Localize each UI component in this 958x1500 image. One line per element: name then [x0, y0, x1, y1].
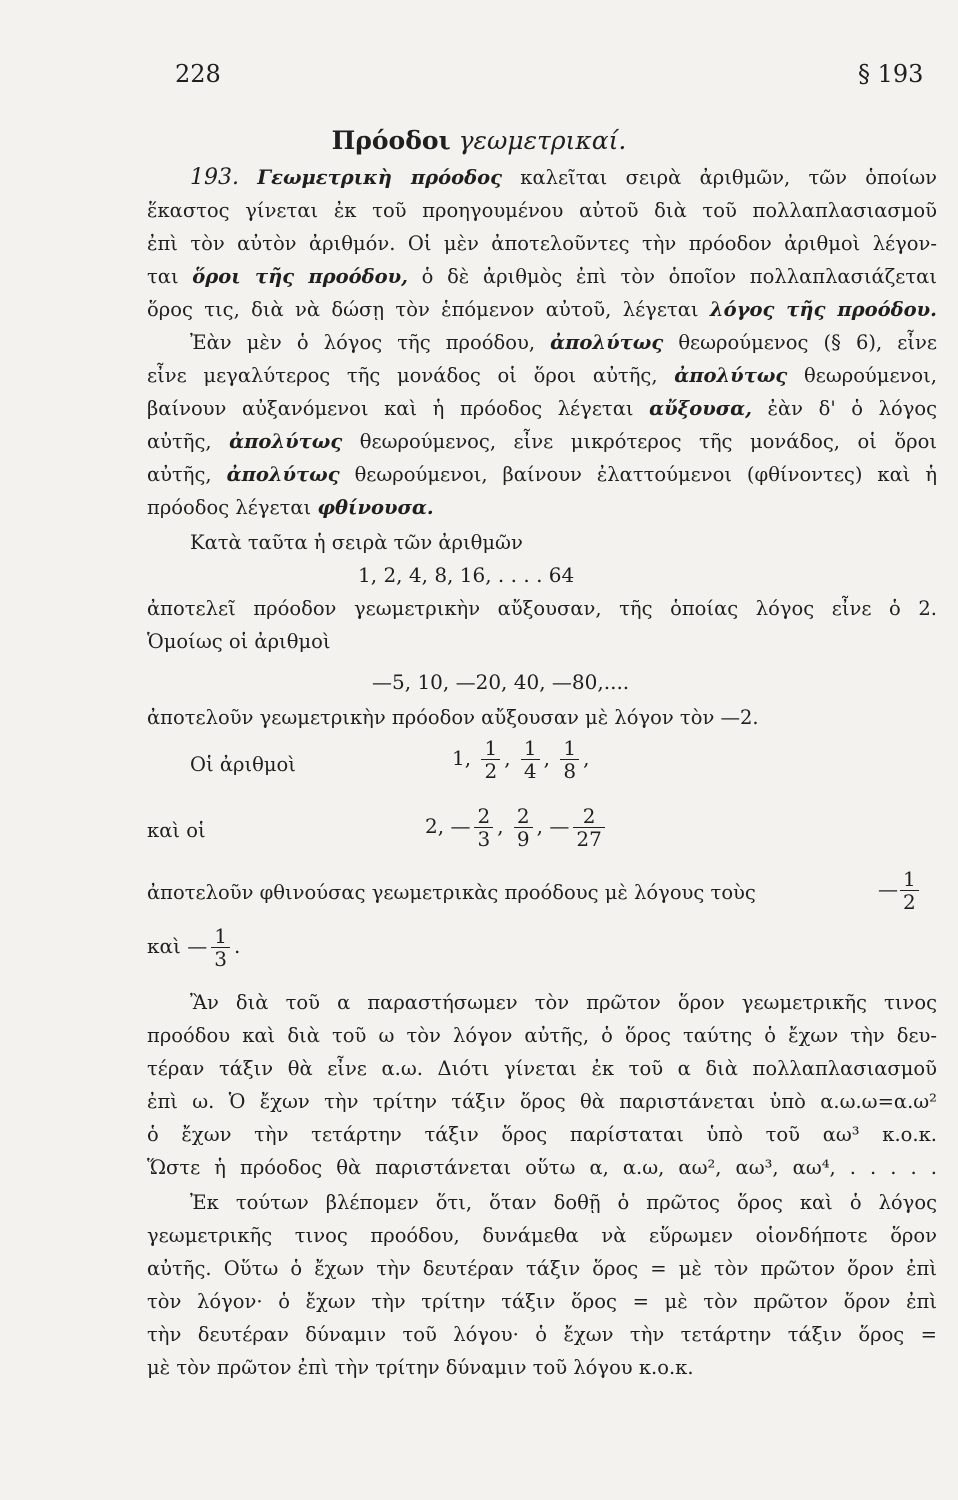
fraction: [514, 805, 533, 850]
text-line: Ἂν διὰ τοῦ α παραστήσωμεν τὸν πρῶτον ὅρον γεωμετρικῆς τινος: [190, 991, 937, 1014]
numerator: 2: [573, 805, 604, 828]
emphasis-term: ἀπολύτως: [674, 364, 788, 387]
ratio-fraction: — $\frac{1}{2}$: [878, 868, 919, 913]
text-line: γεωμετρικῆς τινος προόδου, δυνάμεθα νὰ εὕρωμεν οἱονδήποτε ὅρον: [147, 1224, 937, 1247]
denominator: 3: [214, 947, 227, 971]
text-line: ἕκαστος γίνεται ἐκ τοῦ προηγουμένου αὐτοῦ διὰ τοῦ πολλαπλασιασμοῦ: [147, 199, 937, 222]
term: 2,: [425, 814, 445, 838]
text-span: αὐτῆς,: [147, 463, 212, 486]
defined-term: ὅροι τῆς προόδου,: [192, 265, 408, 288]
numerator: 1: [521, 737, 540, 760]
title-rest: γεωμετρικαί.: [458, 126, 627, 155]
text-line: Οἱ ἀριθμοὶ: [190, 753, 296, 776]
fraction: [481, 737, 500, 782]
sequence-example: —5, 10, —20, 40, —80,....: [372, 670, 630, 694]
text-line: Ὁμοίως οἱ ἀριθμοὶ: [147, 630, 331, 653]
text-span: θεωρούμενος, εἶνε μικρότερος τῆς μονάδος, οἱ ὅροι: [359, 430, 937, 453]
page-title: [0, 126, 958, 155]
defined-term: φθίνουσα.: [317, 496, 434, 519]
text-line: [190, 330, 937, 356]
section-marker: § 193: [858, 60, 924, 88]
defined-term: αὔξουσα,: [649, 397, 752, 420]
text-line: ἀποτελοῦν γεωμετρικὴν πρόοδον αὔξουσαν μὲ λόγον τὸν —2.: [147, 706, 759, 729]
text-span: εἶνε μεγαλύτερος τῆς μονάδος οἱ ὅροι αὐτῆς,: [147, 364, 658, 387]
text-line: [147, 462, 937, 488]
text-span: ται: [147, 265, 179, 288]
sequence-example: 1, 2, 4, 8, 16, . . . . 64: [358, 563, 575, 587]
numerator: 1: [900, 868, 919, 891]
emphasis-term: ἀπολύτως: [226, 463, 340, 486]
text-span: βαίνουν αὐξανόμενοι καὶ ἡ πρόοδος λέγεται: [147, 397, 634, 420]
text-line: Ὥστε ἡ πρόοδος θὰ παριστάνεται οὕτω α, α.ω, αω², αω³, αω⁴, . . . . .: [147, 1156, 937, 1179]
text-line: αὐτῆς. Οὕτω ὁ ἔχων τὴν δευτέραν τάξιν ὅρος = μὲ τὸν πρῶτον ὅρον ἐπὶ: [147, 1257, 937, 1280]
fraction: [560, 737, 579, 782]
denominator: 2: [903, 890, 916, 914]
text-line: καὶ οἱ: [147, 819, 206, 842]
text-line: ἀποτελεῖ πρόοδον γεωμετρικὴν αὔξουσαν, τῆς ὁποίας λόγος εἶνε ὁ 2.: [147, 597, 937, 620]
text-line: τὸν λόγον· ὁ ἔχων τὴν τρίτην τάξιν ὅρος = μὲ τὸν πρῶτον ὅρον ἐπὶ: [147, 1290, 937, 1313]
fraction-sequence: 2, — $\frac{2}{3}$ , $\frac{2}{9}$ , — $\frac{2}{27}$: [425, 805, 609, 850]
ratio-line: καὶ — $\frac{1}{3}$ .: [147, 924, 241, 971]
defined-term: Γεωμετρικὴ πρόοδος: [257, 166, 502, 189]
text-span: ὁ δὲ ἀριθμὸς ἐπὶ τὸν ὁποῖον πολλαπλασιάζεται: [421, 265, 937, 288]
text-span: ὅρος τις, διὰ νὰ δώσῃ τὸν ἑπόμενον αὐτοῦ, λέγεται: [147, 298, 699, 321]
text-span: πρόοδος λέγεται: [147, 496, 312, 519]
denominator: 8: [563, 759, 577, 783]
text-line: [190, 165, 937, 191]
text-line: [147, 495, 937, 521]
text-span: θεωρούμενοι, βαίνουν ἐλαττούμενοι (φθίνοντες) καὶ ἡ: [354, 463, 937, 486]
text-line: ἀποτελοῦν φθινούσας γεωμετρικὰς προόδους μὲ λόγους τοὺς: [147, 881, 756, 904]
text-line: προόδου καὶ διὰ τοῦ ω τὸν λόγον αὐτῆς, ὁ ὅρος ταύτης ὁ ἔχων τὴν δευ-: [147, 1024, 937, 1047]
page-number: 228: [175, 60, 221, 88]
denominator: 2: [484, 759, 498, 783]
text-line: τέραν τάξιν θὰ εἶνε α.ω. Διότι γίνεται ἐκ τοῦ α διὰ πολλαπλασιασμοῦ: [147, 1057, 937, 1080]
term: 1,: [452, 746, 472, 770]
text-line: ὁ ἔχων τὴν τετάρτην τάξιν ὅρος παρίσταται ὑπὸ τοῦ αω³ κ.ο.κ.: [147, 1123, 937, 1146]
emphasis-term: ἀπολύτως: [550, 331, 664, 354]
text-span: καὶ: [147, 934, 181, 958]
numerator: 2: [474, 805, 493, 828]
denominator: 9: [516, 827, 530, 851]
fraction-sequence: 1, $\frac{1}{2}$ , $\frac{1}{4}$ , $\frac{1}{8}$ ,: [452, 736, 590, 783]
text-line: τὴν δευτέραν δύναμιν τοῦ λόγου· ὁ ἔχων τὴν τετάρτην τάξιν ὅρος =: [147, 1323, 937, 1346]
text-line: [147, 297, 937, 323]
defined-term: λόγος τῆς προόδου.: [709, 298, 937, 321]
denominator: 4: [523, 759, 537, 783]
text-span: αὐτῆς,: [147, 430, 212, 453]
text-line: [147, 429, 937, 455]
text-span: ἐὰν δ' ὁ λόγος: [767, 397, 938, 420]
title-lead: Πρόοδοι: [331, 126, 451, 155]
text-line: ἐπὶ ω. Ὁ ἔχων τὴν τρίτην τάξιν ὅρος θὰ παριστάνεται ὑπὸ α.ω.ω=α.ω²: [147, 1090, 937, 1113]
text-span: Ἐὰν μὲν ὁ λόγος τῆς προόδου,: [190, 331, 536, 354]
denominator: 27: [576, 827, 602, 851]
text-line: [147, 396, 937, 422]
fraction: [573, 805, 604, 850]
numerator: 1: [560, 737, 579, 760]
fraction: [474, 805, 493, 850]
text-line: ἐπὶ τὸν αὐτὸν ἀριθμόν. Οἱ μὲν ἀποτελοῦντες τὴν πρόοδον ἀριθμοὶ λέγον-: [147, 232, 937, 255]
fraction: [521, 737, 540, 782]
fraction: [900, 868, 919, 913]
fraction: [211, 925, 230, 970]
numerator: 1: [481, 737, 500, 760]
denominator: 3: [477, 827, 491, 851]
text-span: καλεῖται σειρὰ ἀριθμῶν, τῶν ὁποίων: [520, 166, 938, 189]
section-number: 193.: [190, 165, 239, 190]
text-line: [147, 363, 937, 389]
text-line: Κατὰ ταῦτα ἡ σειρὰ τῶν ἀριθμῶν: [190, 531, 523, 554]
text-span: θεωρούμενος (§ 6), εἶνε: [678, 331, 937, 354]
numerator: 2: [514, 805, 533, 828]
numerator: 1: [211, 925, 230, 948]
text-span: θεωρούμενοι,: [803, 364, 937, 387]
text-line: [147, 264, 937, 290]
text-line: Ἐκ τούτων βλέπομεν ὅτι, ὅταν δοθῇ ὁ πρῶτος ὅρος καὶ ὁ λόγος: [190, 1191, 937, 1214]
emphasis-term: ἀπολύτως: [229, 430, 343, 453]
text-line: μὲ τὸν πρῶτον ἐπὶ τὴν τρίτην δύναμιν τοῦ λόγου κ.ο.κ.: [147, 1356, 694, 1379]
